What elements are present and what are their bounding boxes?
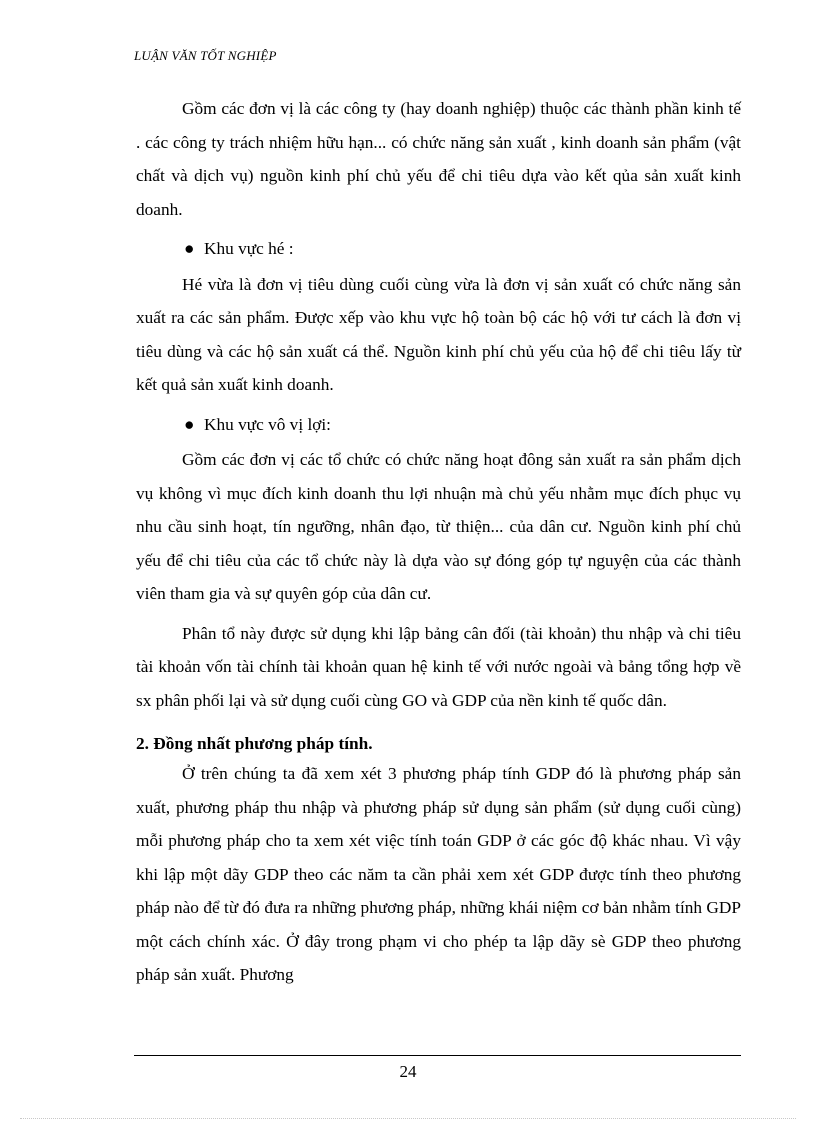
bullet-icon: ● (184, 239, 195, 258)
paragraph-household-sector: Hé vừa là đơn vị tiêu dùng cuối cùng vừa là đơn vị sản xuất có chức năng sản xuất ra các sản phẩm. Được xếp vào khu vực hộ toàn bộ các hộ với tư cách là đơn vị tiêu dùng và các hộ sản xuất cá thể. Nguồn kinh phí chủ yếu của hộ để chi tiêu lấy từ kết quả sản xuất kinh doanh. (136, 274, 741, 394)
bullet-household-sector (136, 232, 741, 266)
bullet-label: Khu vực hé : (204, 239, 294, 258)
paragraph-enterprise-sector: Gồm các đơn vị là các công ty (hay doanh nghiệp) thuộc các thành phần kinh tế . các công ty trách nhiệm hữu hạn... có chức năng sản xuất , kinh doanh sản phẩm (vật chất và dịch vụ) nguồn kinh phí chủ yếu để chi tiêu dựa vào kết qủa sản xuất kinh doanh. (136, 99, 741, 219)
page-bottom-edge (20, 1118, 796, 1119)
bullet-nonprofit-sector (136, 408, 741, 442)
page-number: 24 (399, 1062, 417, 1081)
section-heading: 2. Đồng nhất phương pháp tính. (136, 734, 373, 753)
bullet-label: Khu vực vô vị lợi: (204, 414, 331, 434)
paragraph-method-unification: Ở trên chúng ta đã xem xét 3 phương pháp tính GDP đó là phương pháp sản xuất, phương pháp thu nhập và phương pháp sử dụng sản phẩm (sử dụng cuối cùng) mỗi phương pháp cho ta xem xét việc tính toán GDP ở các góc độ khác nhau. Vì vậy khi lập một dãy GDP theo các năm ta cần phải xem xét GDP được tính theo phương pháp nào để từ đó đưa ra những phương pháp, những khái niệm cơ bản nhằm tính GDP một cách chính xác. Ở đây trong phạm vi cho phép ta lập dãy sè GDP theo phương pháp sản xuất. Phương (136, 764, 741, 984)
bullet-icon: ● (184, 414, 195, 434)
running-header: LUẬN VĂN TỐT NGHIỆP (134, 48, 277, 63)
document-body (136, 92, 741, 992)
paragraph-classification-usage: Phân tổ này được sử dụng khi lập bảng cân đối (tài khoản) thu nhập và chi tiêu tài khoản vốn tài chính tài khoản quan hệ kinh tế với nước ngoài và bảng tổng hợp về sx phân phối lại và sử dụng cuối cùng GO và GDP của nền kinh tế quốc dân. (136, 623, 741, 710)
paragraph-nonprofit-sector: Gồm các đơn vị các tổ chức có chức năng hoạt đông sản xuất ra sản phẩm dịch vụ không vì mục đích kinh doanh thu lợi nhuận mà chủ yếu nhằm mục đích phục vụ nhu cầu sinh hoạt, tín ngưỡng, nhân đạo, từ thiện... của dân cư. Nguồn kinh phí chủ yếu để chi tiêu của các tổ chức này là dựa vào sự đóng góp tự nguyện của các thành viên tham gia và sự quyên góp của dân cư. (136, 450, 741, 603)
footer-divider (134, 1055, 741, 1056)
